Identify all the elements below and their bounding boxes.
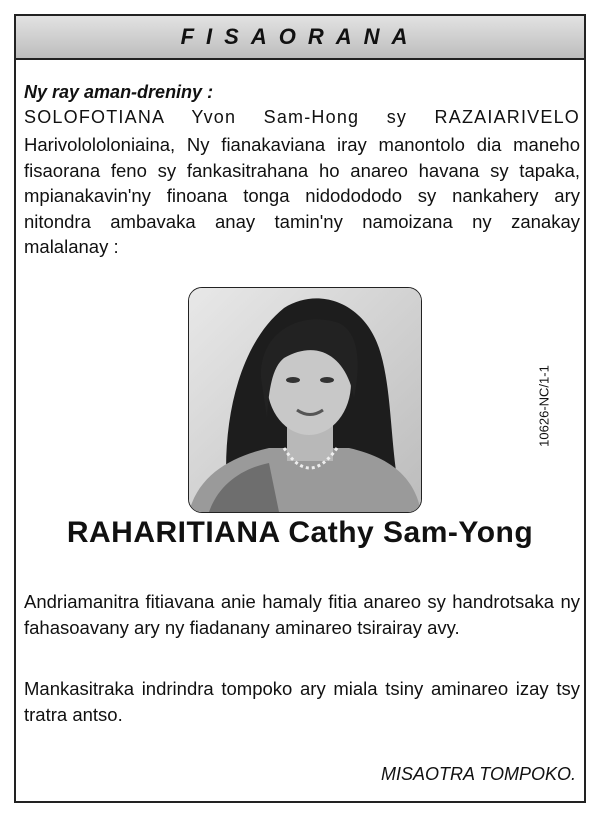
deceased-name: RAHARITIANA Cathy Sam-Yong (66, 516, 534, 549)
reference-code-text: 10626-NC/1-1 (536, 365, 552, 447)
closing-line: MISAOTRA TOMPOKO. (380, 764, 576, 784)
portrait-photo (188, 287, 422, 513)
header-banner (16, 16, 584, 60)
intro-label: Ny ray aman-dreniny : (24, 82, 214, 102)
blessing-paragraph: Andriamanitra fitiavana anie hamaly fitia anareo sy handrotsaka ny fahasoavany ary ny fiadanany aminareo tsirairay avy. (24, 591, 580, 638)
notice-frame (14, 14, 586, 803)
parents-names: SOLOFOTIANA Yvon Sam-Hong sy RAZAIARIVELO (24, 107, 580, 127)
header-title: FISAORANA (180, 24, 420, 49)
portrait-image (189, 288, 421, 512)
apology-paragraph: Mankasitraka indrindra tompoko ary miala tsiny aminareo izay tsy tratra antso. (24, 678, 580, 725)
intro-paragraph: Harivolololoniaina, Ny fianakaviana iray manontolo dia maneho fisaorana feno sy fankasitrahana ho anareo havana sy tapaka, mpianakavin'ny finoana tonga nidodododo sy nankahery ary nitondra ambavaka anay tamin'ny namoizana ny zanakay malalanay : (24, 134, 580, 257)
